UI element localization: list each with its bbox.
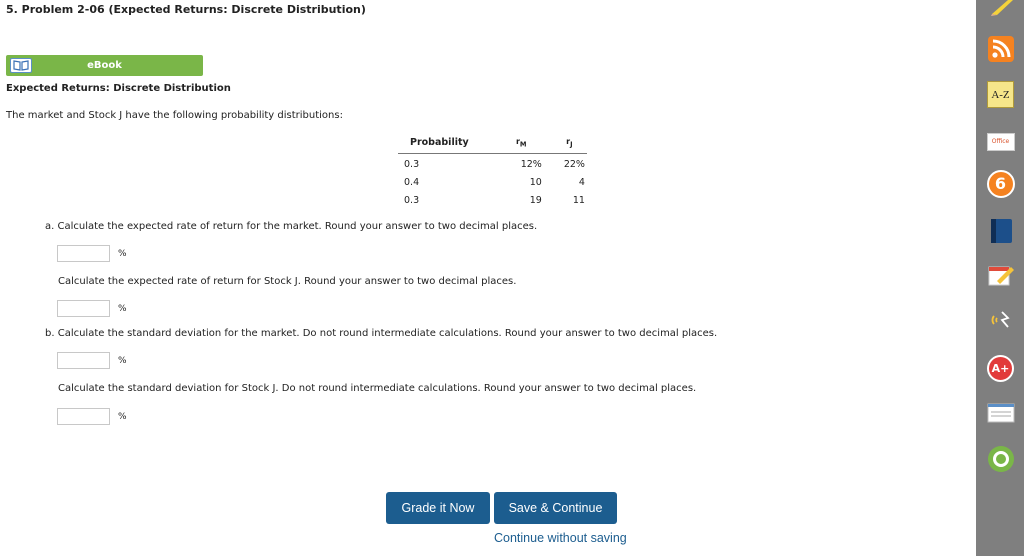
cell-rm: 19 (529, 194, 542, 206)
header-rj-symbol: r (566, 137, 571, 146)
tool-sidebar (976, 0, 1024, 556)
six-label: 6 (987, 170, 1015, 198)
book-icon (10, 58, 32, 73)
table-header-row (398, 136, 587, 153)
cell-rj: 22% (563, 158, 585, 170)
glossary-az-label: A-Z (987, 81, 1014, 108)
percent-unit: % (118, 411, 127, 422)
six-icon[interactable] (986, 169, 1015, 198)
answer-b-stock (57, 408, 127, 425)
table-row (398, 172, 587, 190)
document-icon[interactable] (986, 398, 1015, 427)
question-a-stock: Calculate the expected rate of return for Stock J. Round your answer to two decimal places. (58, 276, 517, 287)
save-continue-button[interactable]: Save & Continue (494, 492, 617, 524)
cell-rj: 11 (572, 194, 585, 206)
cell-probability: 0.3 (404, 158, 420, 170)
header-rj (552, 136, 587, 153)
intro-text: The market and Stock J have the following probability distributions: (6, 110, 343, 121)
section-title: Expected Returns: Discrete Distribution (6, 83, 231, 94)
header-rm-symbol: r (515, 137, 520, 146)
answer-input-b-market[interactable] (57, 352, 110, 369)
cell-rm: 10 (529, 176, 542, 188)
percent-unit: % (118, 355, 127, 366)
ebook-label: eBook (87, 60, 122, 71)
circle-refresh-icon[interactable] (986, 444, 1015, 473)
answer-input-a-market[interactable] (57, 245, 110, 262)
answer-a-market (57, 245, 127, 262)
answer-input-a-stock[interactable] (57, 300, 110, 317)
header-rm-subscript: M (519, 140, 527, 149)
aplus-label: A+ (987, 355, 1014, 382)
audio-wave-icon[interactable] (986, 305, 1015, 334)
grade-aplus-icon[interactable] (986, 354, 1015, 383)
question-a-market: a. Calculate the expected rate of return for the market. Round your answer to two decimal places. (45, 221, 538, 232)
table-row (398, 153, 587, 172)
question-b-stock: Calculate the standard deviation for Stock J. Do not round intermediate calculations. Round your answer to two decimal places. (58, 383, 697, 394)
cell-rm: 12% (520, 158, 542, 170)
header-rm (491, 136, 552, 153)
answer-a-stock (57, 300, 127, 317)
header-rj-subscript: J (570, 140, 573, 149)
percent-unit: % (118, 248, 127, 259)
answer-input-b-stock[interactable] (57, 408, 110, 425)
probability-table (398, 136, 587, 208)
percent-unit: % (118, 303, 127, 314)
cell-rj: 4 (578, 176, 585, 188)
office-icon[interactable] (986, 127, 1015, 156)
continue-without-saving-link[interactable]: Continue without saving (494, 531, 627, 545)
header-probability: Probability (398, 136, 491, 153)
question-b-market: b. Calculate the standard deviation for the market. Do not round intermediate calculations. Round your answer to two decimal places. (45, 328, 718, 339)
cell-probability: 0.4 (404, 176, 420, 188)
note-edit-icon[interactable] (986, 260, 1015, 289)
pencil-icon[interactable] (986, 0, 1015, 16)
office-label: Office (987, 133, 1015, 151)
notebook-icon[interactable] (986, 216, 1015, 245)
table-row (398, 190, 587, 208)
problem-title: 5. Problem 2-06 (Expected Returns: Discrete Distribution) (6, 3, 366, 16)
cell-probability: 0.3 (404, 194, 420, 206)
glossary-az-icon[interactable] (986, 80, 1015, 109)
ebook-button[interactable] (6, 55, 203, 76)
rss-icon[interactable] (986, 34, 1015, 63)
grade-it-now-button[interactable]: Grade it Now (386, 492, 490, 524)
answer-b-market (57, 352, 127, 369)
